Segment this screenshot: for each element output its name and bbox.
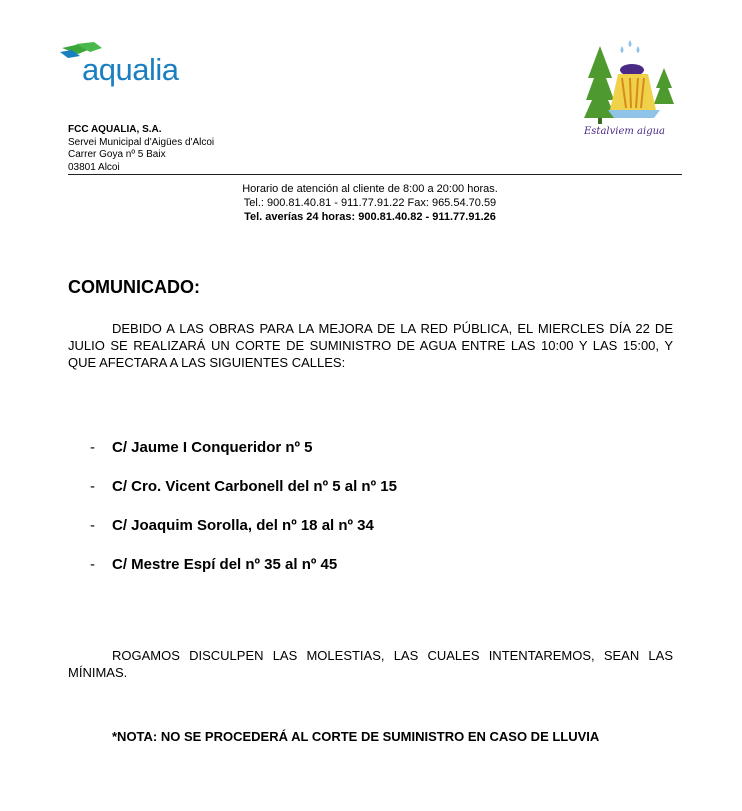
contact-emergency: Tel. averías 24 horas: 900.81.40.82 - 911.77.91.26 — [244, 211, 496, 223]
logo-wordmark: aqualia — [82, 52, 179, 87]
company-address: Carrer Goya nº 5 Baix — [68, 149, 166, 160]
estalviem-aigua-emblem-icon — [578, 38, 688, 140]
notice-apology: ROGAMOS DISCULPEN LAS MOLESTIAS, LAS CUALES INTENTAREMOS, SEAN LAS MÍNIMAS. — [68, 648, 673, 680]
street-name: C/ Joaquim Sorolla, del nº 18 al nº 34 — [112, 517, 374, 534]
list-item — [90, 477, 397, 516]
list-item — [90, 438, 397, 477]
list-bullet: - — [90, 556, 95, 573]
company-address-block — [68, 124, 214, 174]
street-name: C/ Mestre Espí del nº 35 al nº 45 — [112, 556, 338, 573]
street-name: C/ Jaume I Conqueridor nº 5 — [112, 439, 313, 456]
company-service: Servei Municipal d'Aigües d'Alcoi — [68, 136, 215, 148]
company-name: FCC AQUALIA, S.A. — [68, 124, 162, 135]
contact-block — [200, 182, 540, 224]
contact-phones: Tel.: 900.81.40.81 - 911.77.91.22 Fax: 965.54.70.59 — [243, 197, 497, 209]
street-name: C/ Cro. Vicent Carbonell del nº 5 al nº 15 — [112, 478, 397, 495]
notice-intro: DEBIDO A LAS OBRAS PARA LA MEJORA DE LA RED PÚBLICA, EL MIERCLES DÍA 22 DE JULIO SE REALIZARÁ UN CORTE DE SUMINISTRO DE AGUA ENTRE LAS 10:00 Y LAS 15:00, Y QUE AFECTARA A LAS SIGUIENTES CALLES: — [68, 321, 673, 370]
list-bullet: - — [90, 439, 95, 456]
emblem-caption: Estalviem aigua — [584, 126, 666, 137]
list-bullet: - — [90, 478, 95, 495]
notice-heading: COMUNICADO: — [68, 277, 200, 297]
list-item — [90, 555, 397, 594]
contact-hours: Horario de atención al cliente de 8:00 a 20:00 horas. — [242, 183, 498, 195]
company-postal: 03801 Alcoi — [68, 161, 120, 173]
notice-note: *NOTA: NO SE PROCEDERÁ AL CORTE DE SUMINISTRO EN CASO DE LLUVIA — [112, 729, 600, 744]
list-bullet: - — [90, 517, 95, 534]
streets-list — [90, 438, 397, 594]
header-divider — [68, 174, 682, 175]
list-item — [90, 516, 397, 555]
